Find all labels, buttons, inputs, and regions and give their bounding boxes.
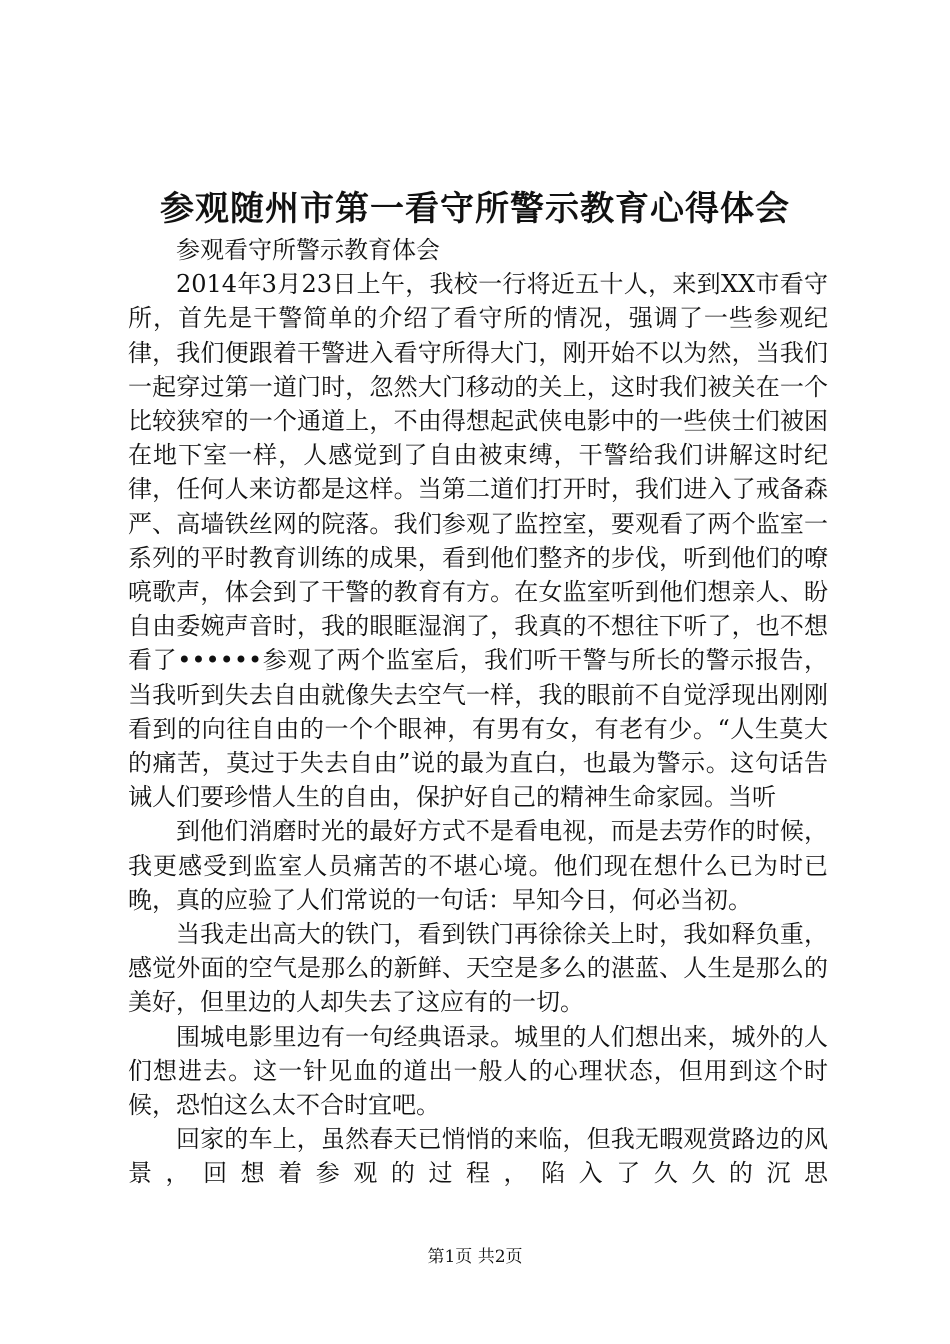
body-paragraph: 到他们消磨时光的最好方式不是看电视，而是去劳作的时候，我更感受到监室人员痛苦的不堪心境。他们现在想什么已为时已晚，真的应验了人们常说的一句话：早知今日，何必当初。	[128, 817, 828, 914]
page-footer: 第1页 共2页	[427, 1247, 523, 1267]
body-paragraph: 当我走出高大的铁门，看到铁门再徐徐关上时，我如释负重，感觉外面的空气是那么的新鲜、天空是多么的湛蓝、人生是那么的美好，但里边的人却失去了这应有的一切。	[128, 920, 828, 1017]
subtitle-paragraph: 参观看守所警示教育体会	[176, 236, 440, 264]
document-body	[128, 233, 828, 1191]
body-paragraph: 围城电影里边有一句经典语录。城里的人们想出来，城外的人们想进去。这一针见血的道出一般人的心理状态，但用到这个时候，恐怕这么太不合时宜吧。	[128, 1022, 828, 1120]
body-paragraph: 回家的车上，虽然春天已悄悄的来临，但我无暇观赏路边的风景，回想着参观的过程，陷入了久久的沉思	[128, 1125, 828, 1188]
body-paragraph: 2014年3月23日上午，我校一行将近五十人，来到XX市看守所，首先是干警简单的介绍了看守所的情况，强调了一些参观纪律，我们便跟着干警进入看守所得大门，刚开始不以为然，当我们一起穿过第一道门时，忽然大门移动的关上，这时我们被关在一个比较狭窄的一个通道上，不由得想起武侠电影中的一些侠士们被困在地下室一样，人感觉到了自由被束缚，干警给我们讲解这时纪律，任何人来访都是这样。当第二道们打开时，我们进入了戒备森严、高墙铁丝网的院落。我们参观了监控室，要观看了两个监室一系列的平时教育训练的成果，看到他们整齐的步伐，听到他们的嘹喨歌声，体会到了干警的教育有方。在女监室听到他们想亲人、盼自由委婉声音时，我的眼眶湿润了，我真的不想往下听了，也不想看了••••••参观了两个监室后，我们听干警与所长的警示报告，当我听到失去自由就像失去空气一样，我的眼前不自觉浮现出刚刚看到的向往自由的一个个眼神，有男有女，有老有少。“人生莫大的痛苦，莫过于失去自由”说的最为直白，也最为警示。这句话告诫人们要珍惜人生的自由，保护好自己的精神生命家园。当听	[128, 270, 828, 812]
document-title: 参观随州市第一看守所警示教育心得体会	[160, 189, 790, 229]
